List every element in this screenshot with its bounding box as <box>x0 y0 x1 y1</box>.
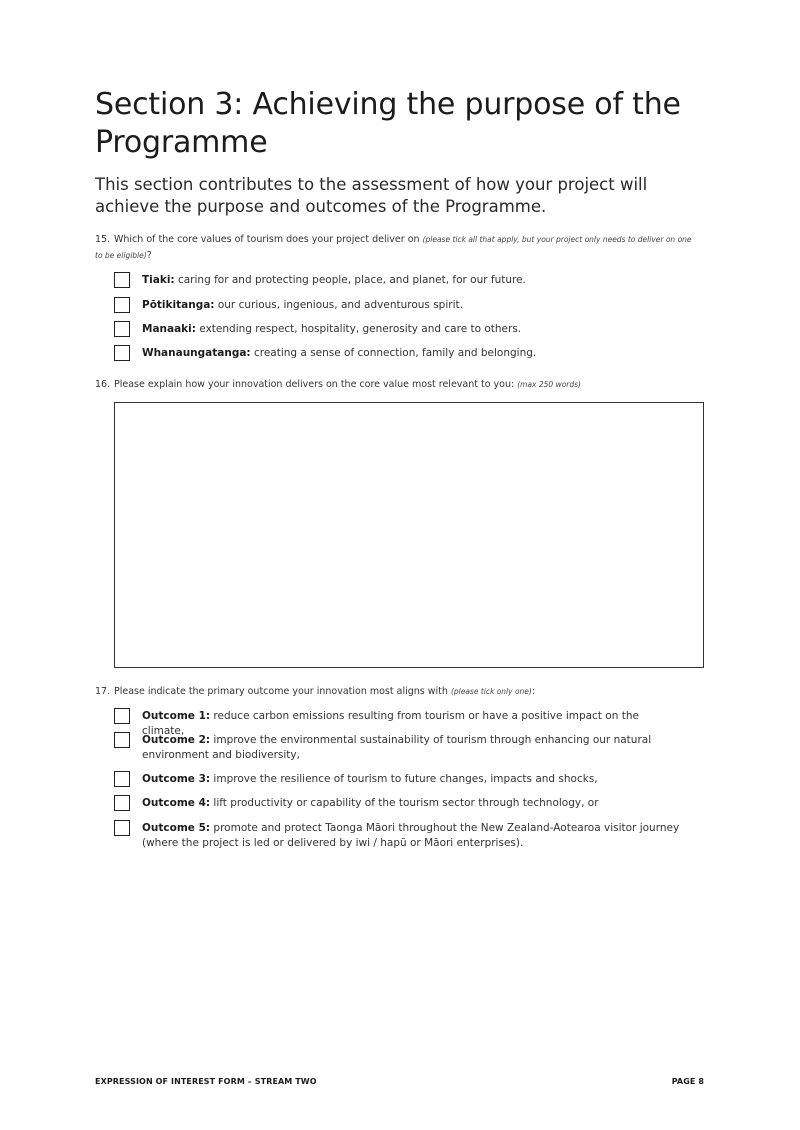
option-label: Whanaungatanga: <box>142 347 251 359</box>
option-label: Outcome 1: <box>142 710 211 722</box>
question-hint: (max 250 words) <box>517 380 581 389</box>
checkbox-outcome-1[interactable] <box>114 708 130 724</box>
core-value-option-tiaki <box>114 273 682 288</box>
option-label: Outcome 4: <box>142 797 211 809</box>
footer-form-title: EXPRESSION OF INTEREST FORM – STREAM TWO <box>95 1077 317 1086</box>
option-label: Tiaki: <box>142 274 175 286</box>
option-label: Manaaki: <box>142 323 196 335</box>
option-label: Outcome 2: <box>142 734 211 746</box>
option-text: improve the environmental sustainability of tourism through enhancing our natural environment and biodiversity, <box>142 734 652 761</box>
question-suffix: ? <box>146 250 152 261</box>
question-number: 16. <box>95 379 111 390</box>
outcome-option-2 <box>114 733 682 763</box>
checkbox-potikitanga[interactable] <box>114 297 130 313</box>
option-text: reduce carbon emissions resulting from tourism or have a positive impact on the climate, <box>142 710 639 737</box>
footer-page-number: PAGE 8 <box>671 1077 704 1086</box>
checkbox-outcome-3[interactable] <box>114 771 130 787</box>
outcome-option-5 <box>114 821 682 851</box>
question-text: Please explain how your innovation delivers on the core value most relevant to you: <box>114 379 518 390</box>
checkbox-tiaki[interactable] <box>114 272 130 288</box>
option-text: improve the resilience of tourism to future changes, impacts and shocks, <box>210 773 598 785</box>
option-text: creating a sense of connection, family and belonging. <box>250 347 537 359</box>
checkbox-outcome-2[interactable] <box>114 732 130 748</box>
option-text: promote and protect Taonga Māori throughout the New Zealand-Aotearoa visitor journey (where the project is led or delivered by iwi / hapū or Māori enterprises). <box>142 822 680 849</box>
question-hint: (please tick only one) <box>450 687 532 696</box>
checkbox-whanaungatanga[interactable] <box>114 345 130 361</box>
question-hint: (please tick all that apply, but your project only needs to deliver on one to be eligible) <box>95 235 692 260</box>
core-value-option-potikitanga <box>114 298 682 313</box>
question-text: Please indicate the primary outcome your innovation most aligns with <box>114 686 451 697</box>
answer-text-box[interactable] <box>114 402 704 668</box>
question-number: 15. <box>95 234 111 245</box>
option-text: extending respect, hospitality, generosity and care to others. <box>195 323 522 335</box>
question-17 <box>95 684 695 700</box>
option-label: Outcome 5: <box>142 822 211 834</box>
question-16 <box>95 377 695 393</box>
question-text: Which of the core values of tourism does your project deliver on <box>114 234 423 245</box>
option-text: our curious, ingenious, and adventurous spirit. <box>214 299 463 311</box>
page-title: Section 3: Achieving the purpose of the Programme <box>95 87 681 160</box>
section-intro: This section contributes to the assessment of how your project will achieve the purpose and outcomes of the Programme. <box>95 175 648 216</box>
question-suffix: : <box>531 686 536 697</box>
option-text: lift productivity or capability of the tourism sector through technology, or <box>210 797 599 809</box>
option-label: Outcome 3: <box>142 773 211 785</box>
option-text: caring for and protecting people, place, and planet, for our future. <box>174 274 526 286</box>
checkbox-outcome-4[interactable] <box>114 795 130 811</box>
core-value-option-manaaki <box>114 322 682 337</box>
question-15 <box>95 232 695 264</box>
question-number: 17. <box>95 686 111 697</box>
core-value-option-whanaungatanga <box>114 346 682 361</box>
checkbox-manaaki[interactable] <box>114 321 130 337</box>
option-label: Pōtikitanga: <box>142 299 215 311</box>
checkbox-outcome-5[interactable] <box>114 820 130 836</box>
outcome-option-3 <box>114 772 682 787</box>
outcome-option-4 <box>114 796 682 811</box>
